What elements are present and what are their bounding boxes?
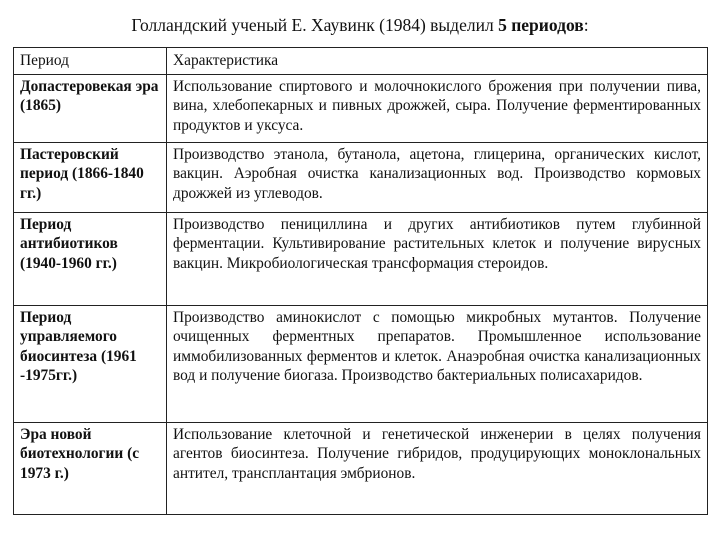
description-cell: Использование клеточной и генетической инженерии в целях получения агентов биосинтеза. Получение гибридов, продуцирующих моноклональных антител, трансплантация эмбрионов. [167, 422, 708, 514]
title-prefix: Голландский ученый Е. Хаувинк (1984) выделил [131, 15, 499, 35]
header-characteristic: Характеристика [167, 48, 708, 75]
description-cell: Использование спиртового и молочнокислого брожения при получении пива, вина, хлебопекарных и пивных дрожжей, сыра. Получение ферментированных продуктов и уксуса. [167, 74, 708, 142]
period-cell: Допастеровекая эра (1865) [14, 74, 167, 142]
periods-table [13, 47, 708, 515]
table-row [14, 305, 708, 422]
table-row [14, 74, 708, 142]
title-bold: 5 периодов [498, 15, 584, 35]
title-suffix: : [583, 15, 589, 35]
description-cell: Производство этанола, бутанола, ацетона, глицерина, органических кислот, вакцин. Аэробная очистка канализационных вод. Производство кормовых дрожжей из углеводов. [167, 142, 708, 212]
period-cell: Период управляемого биосинтеза (1961 -1975гг.) [14, 305, 167, 422]
period-cell: Пастеровский период (1866-1840 гг.) [14, 142, 167, 212]
page-title [0, 14, 720, 36]
description-cell: Производство аминокислот с помощью микробных мутантов. Получение очищенных ферментных препаратов. Промышленное использование иммобилизованных ферментов и клеток. Анаэробная очистка канализационных вод и получение биогаза. Производство бактериальных полисахаридов. [167, 305, 708, 422]
table-row [14, 422, 708, 514]
description-cell: Производство пенициллина и других антибиотиков путем глубинной ферментации. Культивирование растительных клеток и получение вирусных вакцин. Микробиологическая трансформация стероидов. [167, 212, 708, 305]
header-period: Период [14, 48, 167, 75]
table-row [14, 212, 708, 305]
table-row [14, 142, 708, 212]
period-cell: Период антибиотиков (1940-1960 гг.) [14, 212, 167, 305]
table-header-row [14, 48, 708, 75]
period-cell: Эра новой биотехнологии (с 1973 г.) [14, 422, 167, 514]
